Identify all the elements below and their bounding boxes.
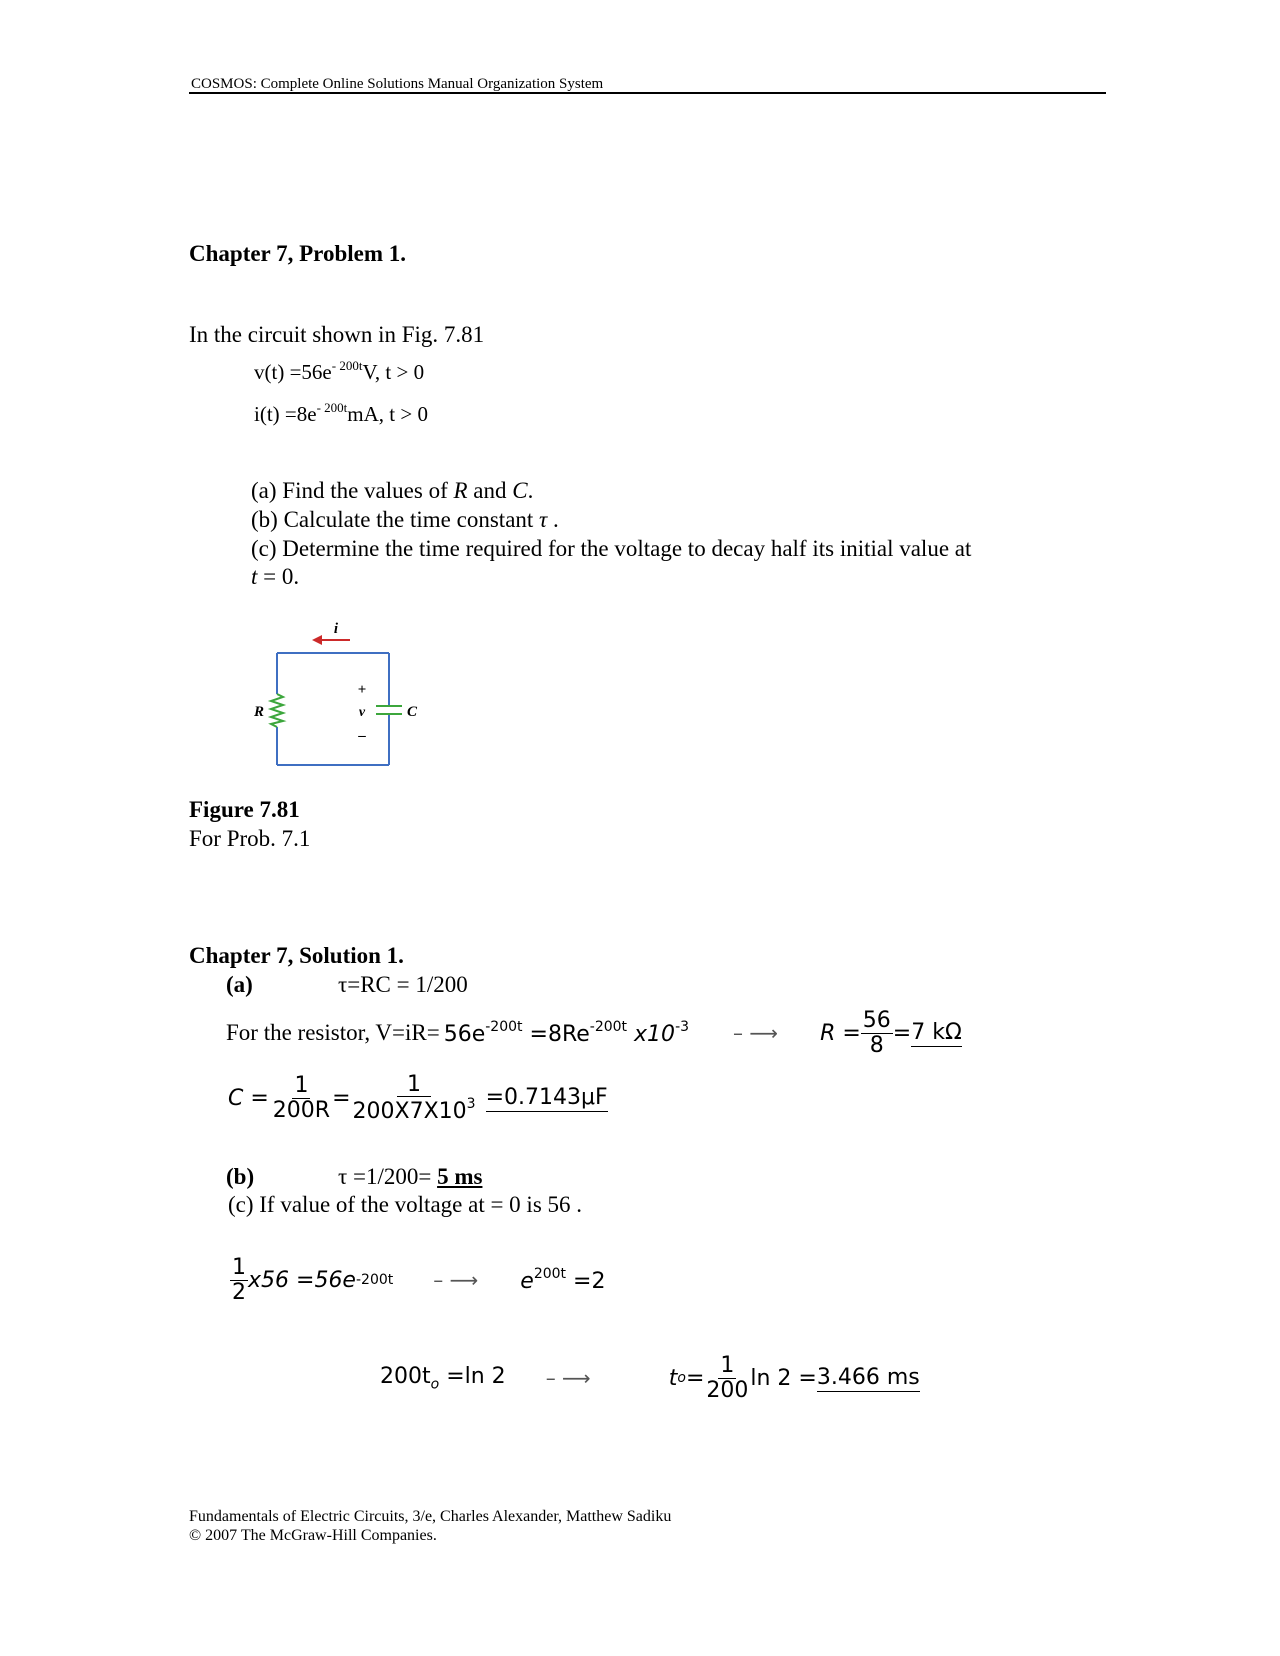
resistor-symbol: [271, 694, 283, 727]
c-frac2-numerator: 1: [397, 1073, 431, 1097]
voltage-equation-rhs: V, t > 0: [362, 360, 425, 384]
half-denominator: 2: [232, 1279, 246, 1305]
solution-b-text: [338, 1164, 482, 1190]
exp-exponent: 200t: [533, 1266, 567, 1282]
current-equation: [254, 400, 428, 427]
part-b: [251, 507, 559, 533]
implies-arrow-1: – ⟶: [733, 1021, 779, 1045]
half-expression: x56 =56e: [248, 1267, 356, 1293]
to-lhs: t: [668, 1365, 678, 1391]
to-denominator: 200: [706, 1377, 749, 1403]
voltage-equation-lhs: v(t) =56e: [254, 360, 332, 384]
part-c-line2: [251, 564, 299, 590]
figure-caption-title: Figure 7.81: [189, 797, 300, 822]
circuit-wires: [277, 653, 389, 765]
voltage-label: v: [358, 705, 366, 720]
r-equals: =: [892, 1020, 912, 1046]
problem-title: Chapter 7, Problem 1.: [189, 241, 406, 266]
implies-arrow-3: – ⟶: [545, 1366, 591, 1390]
capacitance-equation: [228, 1068, 608, 1128]
c-frac1-numerator: 1: [294, 1073, 309, 1099]
solution-b-result: 5 ms: [437, 1164, 483, 1189]
c-frac2-denominator: [351, 1097, 478, 1123]
r-numerator: 56: [862, 1008, 891, 1034]
r-result-expression: [820, 1009, 962, 1056]
part-c-rest: = 0.: [257, 564, 300, 589]
current-arrow: [312, 635, 350, 645]
ln-rhs: =ln 2: [439, 1363, 506, 1389]
plus-sign: +: [357, 682, 367, 698]
footer-copyright: © 2007 The McGraw-Hill Companies.: [189, 1527, 437, 1544]
ln-subscript: o: [430, 1376, 440, 1393]
to-equals: =: [685, 1365, 705, 1391]
header-rule: [189, 92, 1106, 94]
c-frac2-den-exp: 3: [466, 1096, 476, 1112]
part-a-end: .: [527, 478, 534, 503]
exp-equation: [520, 1266, 605, 1294]
log-equation-row: [380, 1348, 920, 1408]
current-equation-rhs: mA, t > 0: [347, 402, 428, 426]
ln-equation: [380, 1364, 506, 1392]
part-a: [251, 478, 533, 504]
resistor-eq-exp1: -200t: [485, 1019, 523, 1035]
part-b-tau: τ: [539, 507, 548, 532]
resistor-eq-exp2: -200t: [589, 1019, 628, 1035]
current-equation-lhs: i(t) =8e: [254, 402, 317, 426]
exp-rhs: =2: [566, 1269, 606, 1294]
implies-arrow-2: – ⟶: [433, 1268, 479, 1292]
footer-book: Fundamentals of Electric Circuits, 3/e, Charles Alexander, Matthew Sadiku: [189, 1508, 672, 1525]
half-exponent: -200t: [355, 1272, 394, 1288]
to-equation: [669, 1354, 920, 1401]
voltage-equation: [254, 358, 424, 385]
figure-caption-sub: For Prob. 7.1: [189, 826, 311, 851]
c-frac2-den-text: 200X7X10: [352, 1099, 467, 1124]
to-result: 3.466 ms: [816, 1364, 920, 1390]
voltage-equation-exponent: - 200t: [331, 358, 363, 373]
half-fraction: [230, 1256, 248, 1303]
c-equals: =: [332, 1085, 351, 1111]
part-a-text: (a) Find the values of: [251, 478, 454, 503]
resistor-label: R: [254, 704, 265, 720]
part-a-and: and: [467, 478, 513, 503]
resistor-eq-exp3: -3: [675, 1019, 690, 1035]
solution-c-text: (c) If value of the voltage at = 0 is 56 .: [228, 1192, 583, 1217]
solution-title: Chapter 7, Solution 1.: [189, 943, 404, 968]
resistor-equation: [444, 1019, 689, 1047]
solution-a-tau: τ=RC = 1/200: [338, 972, 468, 997]
problem-intro: In the circuit shown in Fig. 7.81: [189, 322, 485, 347]
c-frac1-denominator: 200R: [272, 1097, 331, 1123]
part-c-t: t: [251, 564, 258, 589]
capacitor-symbol: [376, 706, 402, 714]
to-subscript: o: [677, 1370, 686, 1386]
running-header: COSMOS: Complete Online Solutions Manual Organization System: [191, 76, 604, 92]
c-fraction-1: [271, 1074, 332, 1121]
resistor-eq-part2: =8Re: [522, 1022, 590, 1047]
resistor-text: For the resistor, V=iR=: [226, 1020, 440, 1045]
part-c-line1: (c) Determine the time required for the voltage to decay half its initial value at: [251, 536, 972, 561]
r-lhs: R =: [820, 1020, 861, 1046]
part-a-c: C: [512, 478, 528, 503]
current-equation-exponent: - 200t: [316, 400, 348, 415]
to-numerator: 1: [720, 1353, 735, 1379]
part-a-r: R: [453, 478, 468, 503]
to-fraction: [704, 1354, 750, 1401]
c-lhs: C =: [228, 1085, 269, 1111]
solution-b-label: (b): [226, 1164, 255, 1189]
circuit-diagram: [240, 610, 430, 775]
minus-sign: –: [358, 728, 366, 744]
r-denominator: 8: [869, 1032, 884, 1058]
c-result: =0.7143μF: [485, 1084, 608, 1110]
half-voltage-row: [230, 1250, 605, 1310]
solution-a-label: (a): [226, 972, 253, 997]
part-b-end: .: [547, 507, 559, 532]
solution-b-expression: τ =1/200=: [338, 1164, 438, 1189]
half-numerator: 1: [232, 1255, 246, 1281]
current-label: i: [333, 621, 339, 637]
resistor-equation-row: [226, 1009, 962, 1057]
c-fraction-2: [351, 1073, 478, 1123]
resistor-eq-part3: x10: [627, 1022, 676, 1047]
r-result: 7 kΩ: [911, 1019, 962, 1045]
to-middle: ln 2 =: [750, 1365, 817, 1391]
capacitor-label: C: [407, 704, 418, 720]
r-fraction: [861, 1009, 893, 1056]
resistor-eq-part1: 56e: [443, 1022, 486, 1047]
exp-base: e: [520, 1269, 534, 1294]
part-b-text: (b) Calculate the time constant: [251, 507, 540, 532]
ln-lhs: 200t: [380, 1363, 431, 1389]
